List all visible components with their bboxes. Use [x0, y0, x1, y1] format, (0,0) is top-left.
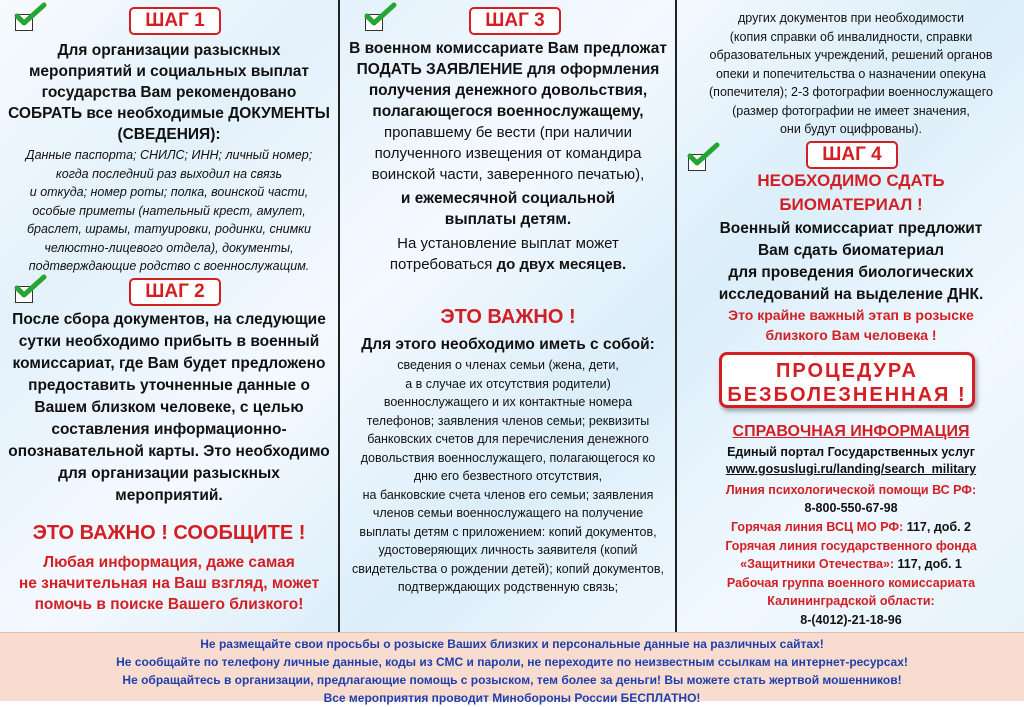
step-3-text: пропавшему бе вести (при наличии полученного извещения от командира воинской части, заверенного печатью),	[371, 124, 645, 183]
psych-help-phone: 8-800-550-67-98	[804, 501, 898, 515]
footer-line: Все мероприятия проводит Минобороны России БЕСПЛАТНО!	[323, 691, 701, 705]
warning-footer	[0, 632, 1024, 705]
biomaterial-heading: НЕОБХОДИМО СДАТЬ БИОМАТЕРИАЛ !	[757, 171, 945, 214]
other-documents: других документов при необходимости (копия справки об инвалидности, справки образовательных учреждений, решений органов опеки и попечительства о назначении опекуна (попечителя); 2-3 фотографии военнослужащего (размер фотографии не имеет значения, они будут оцифрованы).	[709, 11, 993, 136]
vsc-hotline: Горячая линия ВСЦ МО РФ: 117, доб. 2	[730, 520, 972, 534]
reference-portal: Единый портал Государственных услуг	[727, 445, 975, 459]
fund-hotline-label: Горячая линия государственного фонда	[725, 539, 977, 553]
column-divider	[675, 0, 677, 632]
checkmark-icon	[365, 8, 395, 30]
procedure-banner: ПРОЦЕДУРА БЕЗБОЛЕЗНЕННАЯ !	[719, 352, 975, 408]
column-divider	[338, 0, 340, 632]
step-1-text: Для организации разыскных мероприятий и социальных выплат государства Вам рекомендовано СОБРАТЬ все необходимые ДОКУМЕНТЫ (СВЕДЕНИЯ):	[8, 42, 330, 143]
column-step-4	[678, 0, 1024, 632]
psych-help-label: Линия психологической помощи ВС РФ:	[725, 483, 977, 497]
column-step-3	[341, 0, 675, 632]
working-group-label: Рабочая группа военного комиссариата	[726, 576, 976, 590]
working-group-phone: 8-(4012)-21-18-96	[800, 613, 902, 627]
important-heading: ЭТО ВАЖНО !	[440, 306, 576, 328]
step-3-payments: и ежемесячной социальной выплаты детям.	[400, 190, 616, 228]
step-3-label: ШАГ 3	[469, 7, 561, 35]
gosuslugi-link[interactable]: www.gosuslugi.ru/landing/search_military	[725, 462, 977, 476]
column-step-1-2	[0, 0, 338, 632]
required-documents-list: сведения о членах семьи (жена, дети, а в случае их отсутствия родители) военнослужащего и их контактные номера телефонов; заявления членов семьи; реквизиты банковских счетов для перечисления денежного довольствия военнослужащего, полагающегося ко дню его безвестного отсутствия, на банковские счета членов его семьи; заявления членов семьи военнослужащего на получение выплаты детям с приложением: копий документов, удостоверяющих личность заявителя (копий свидетельства о рождении детей); копий документов, подтверждающих родственную связь;	[352, 358, 664, 594]
step-3-text-bold: В военном комиссариате Вам предложат ПОДАТЬ ЗАЯВЛЕНИЕ для оформления получения денежного довольствия, полагающегося военнослужащему,	[349, 40, 667, 120]
footer-line: Не сообщайте по телефону личные данные, коды из СМС и пароли, не переходите по неизвестным ссылкам на интернет-ресурсах!	[116, 655, 908, 669]
footer-line: Не обращайтесь в организации, предлагающие помощь с розыском, тем более за деньги! Вы можете стать жертвой мошенников!	[122, 673, 902, 687]
reference-title: СПРАВОЧНАЯ ИНФОРМАЦИЯ	[732, 423, 970, 440]
checkmark-icon	[688, 148, 718, 170]
documents-list: Данные паспорта; СНИЛС; ИНН; личный номер; когда последний раз выходил на связь и откуда; номер роты; полка, воинской части, особые приметы (нательный крест, амулет, браслет, шрамы, татуировки, родинки, снимки челюстно-лицевого отдела), документы, подтверждающие родство с военнослужащим.	[25, 148, 313, 273]
step-2-label: ШАГ 2	[129, 278, 221, 306]
step-1-label: ШАГ 1	[129, 7, 221, 35]
important-heading: ЭТО ВАЖНО ! СООБЩИТЕ !	[32, 522, 306, 544]
need-heading: Для этого необходимо иметь с собой:	[361, 336, 655, 353]
step-2-text: После сбора документов, на следующие сутки необходимо прибыть в военный комиссариат, где Вам будет предложено предоставить уточненные данные о Вашем близком человеке, с целью составления информационно- опознавательной карты. Это необходимо для организации разыскных мероприятий.	[8, 311, 330, 504]
region-label: Калининградской области:	[767, 594, 935, 608]
biomaterial-note: Это крайне важный этап в розыске близкого Вам человека !	[728, 307, 974, 343]
biomaterial-text: Военный комиссариат предложит Вам сдать биоматериал для проведения биологических исследований на выделение ДНК.	[718, 220, 984, 303]
checkmark-icon	[15, 8, 45, 30]
step-4-label: ШАГ 4	[806, 141, 898, 169]
footer-line: Не размещайте свои просьбы о розыске Ваших близких и персональные данные на различных сайтах!	[200, 637, 824, 651]
step-3-timing: На установление выплат может потребоваться до двух месяцев.	[389, 235, 627, 273]
important-text: Любая информация, даже самая не значительная на Ваш взгляд, может помочь в поиске Вашего близкого!	[18, 554, 320, 613]
fund-hotline: «Защитники Отечества»: 117, доб. 1	[740, 557, 962, 571]
checkmark-icon	[15, 280, 45, 302]
